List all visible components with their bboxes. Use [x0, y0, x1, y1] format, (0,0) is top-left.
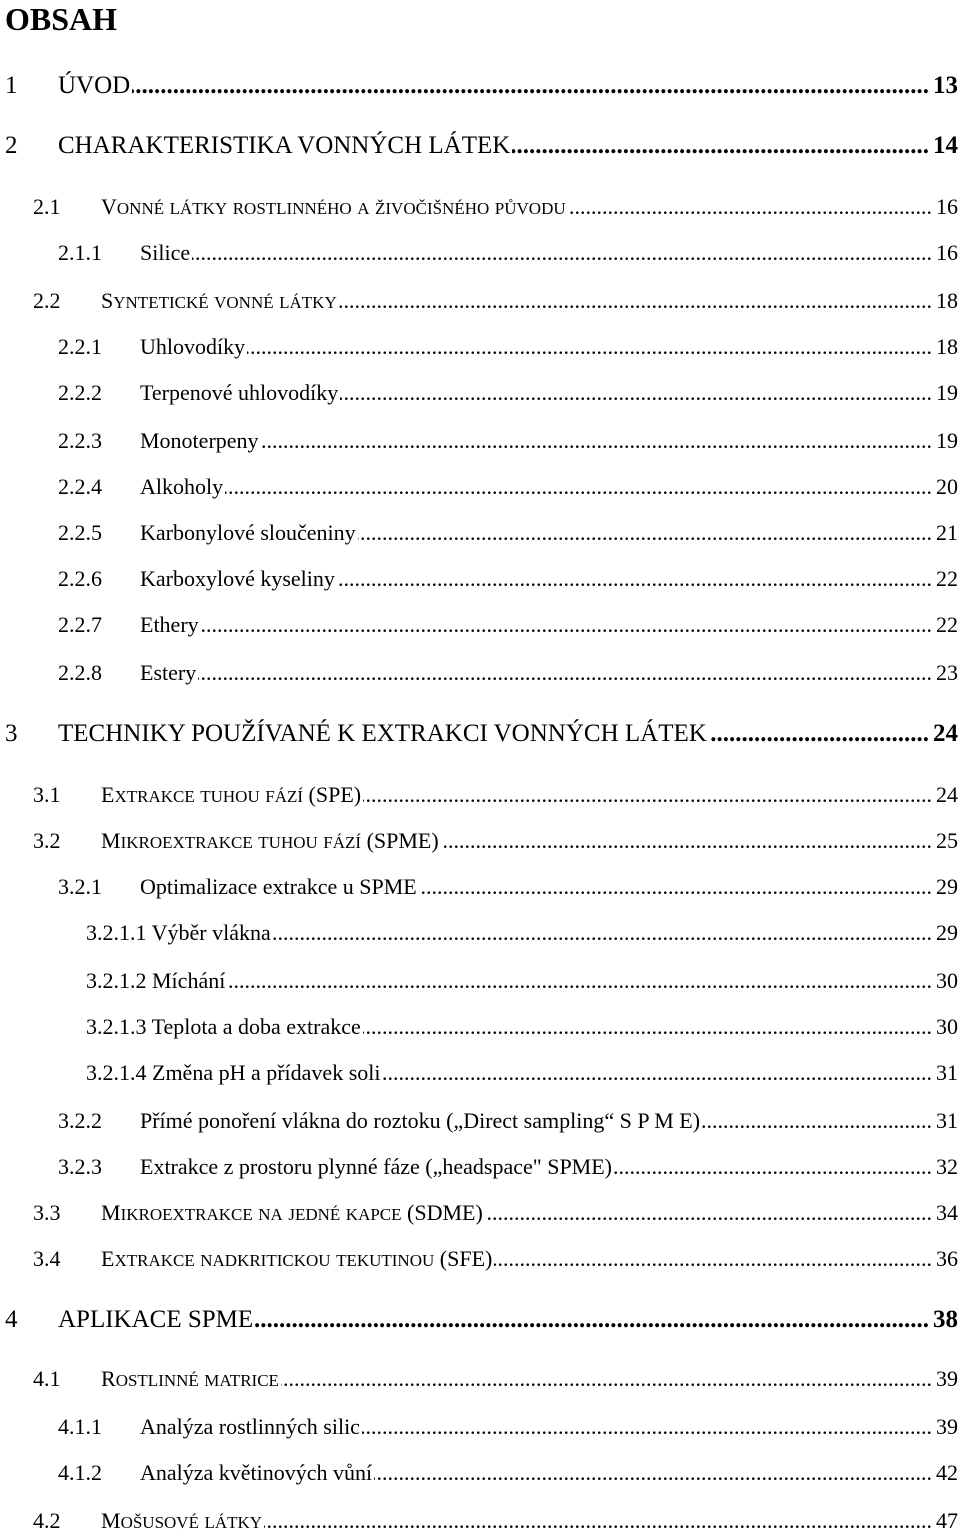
toc-entry-number: 2.2.2 — [58, 380, 102, 405]
toc-entry-title: Přímé ponoření vlákna do roztoku („Direct sampling“ S P M E) — [140, 1108, 701, 1133]
toc-entry-number: 3 — [5, 720, 18, 747]
toc-entry-page: 36 — [936, 1246, 958, 1271]
toc-entry-title: ÚVOD — [58, 72, 131, 99]
toc-entry-page: 39 — [936, 1366, 958, 1391]
toc-entry-title: Alkoholy — [140, 474, 224, 499]
toc-entry[interactable] — [0, 194, 960, 224]
toc-entry-title: Estery — [140, 660, 197, 685]
toc-entry[interactable] — [0, 474, 960, 504]
toc-entry-number: 2.2.8 — [58, 660, 102, 685]
toc-entry-title: ROSTLINNÉ MATRICE — [101, 1366, 279, 1391]
toc-entry-title: EXTRAKCE TUHOU FÁZÍ (SPE) — [101, 782, 362, 807]
toc-leader-dots — [512, 132, 929, 162]
toc-entry-page: 24 — [936, 782, 958, 807]
toc-entry[interactable] — [0, 520, 960, 550]
toc-entry-title: CHARAKTERISTIKA VONNÝCH LÁTEK — [58, 132, 511, 159]
toc-leader-dots — [363, 782, 932, 812]
toc-entry-number: 2.2.3 — [58, 428, 102, 453]
toc-leader-dots — [614, 1154, 932, 1184]
toc-leader-dots — [264, 1508, 932, 1538]
toc-entry-title: Monoterpeny — [140, 428, 259, 453]
toc-entry-number: 4.1 — [33, 1366, 61, 1391]
toc-entry[interactable] — [0, 1460, 960, 1490]
toc-leader-dots — [192, 240, 932, 270]
toc-entry[interactable] — [0, 1246, 960, 1276]
toc-entry-page: 18 — [936, 334, 958, 359]
toc-entry[interactable] — [0, 132, 960, 162]
toc-entry-number: 3.2.3 — [58, 1154, 102, 1179]
toc-entry-title: Analýza rostlinných silic — [140, 1414, 360, 1439]
toc-entry[interactable] — [0, 720, 960, 750]
toc-entry-number: 3.1 — [33, 782, 61, 807]
toc-entry-page: 30 — [936, 968, 958, 993]
toc-entry-number: 3.2 — [33, 828, 61, 853]
toc-entry-title: Terpenové uhlovodíky — [140, 380, 339, 405]
toc-entry[interactable] — [0, 1414, 960, 1444]
toc-entry-number: 2.2.4 — [58, 474, 102, 499]
toc-leader-dots — [709, 720, 929, 750]
toc-entry[interactable] — [0, 1366, 960, 1396]
toc-entry-page: 14 — [933, 132, 958, 159]
toc-entry-page: 34 — [936, 1200, 958, 1225]
toc-entry[interactable] — [0, 1014, 960, 1044]
toc-leader-dots — [702, 1108, 932, 1138]
toc-entry-number: 3.4 — [33, 1246, 61, 1271]
toc-entry-number: 2.2 — [33, 288, 61, 313]
toc-entry[interactable] — [0, 660, 960, 690]
toc-leader-dots — [281, 1366, 932, 1396]
toc-entry-title: Karbonylové sloučeniny — [140, 520, 356, 545]
toc-leader-dots — [273, 920, 932, 950]
toc-leader-dots — [132, 72, 929, 102]
toc-entry[interactable] — [0, 1154, 960, 1184]
toc-entry-title: Optimalizace extrakce u SPME — [140, 874, 417, 899]
toc-entry-number: 3.2.1.4 Změna pH a přídavek soli — [86, 1060, 381, 1085]
toc-entry-number: 3.2.1.3 Teplota a doba extrakce — [86, 1014, 361, 1039]
toc-entry-page: 23 — [936, 660, 958, 685]
toc-entry-number: 2 — [5, 132, 18, 159]
toc-leader-dots — [261, 428, 932, 458]
toc-entry-page: 22 — [936, 612, 958, 637]
toc-entry-number: 2.2.7 — [58, 612, 102, 637]
toc-leader-dots — [362, 1414, 932, 1444]
toc-entry[interactable] — [0, 828, 960, 858]
toc-entry[interactable] — [0, 1200, 960, 1230]
toc-entry-number: 2.1.1 — [58, 240, 102, 265]
toc-entry[interactable] — [0, 1060, 960, 1090]
toc-leader-dots — [227, 968, 932, 998]
toc-leader-dots — [198, 660, 932, 690]
toc-entry[interactable] — [0, 612, 960, 642]
toc-entry[interactable] — [0, 380, 960, 410]
toc-leader-dots — [201, 612, 932, 642]
toc-entry-page: 38 — [933, 1306, 958, 1333]
toc-entry-number: 3.2.1.2 Míchání — [86, 968, 226, 993]
toc-leader-dots — [419, 874, 932, 904]
toc-entry-page: 47 — [936, 1508, 958, 1533]
toc-entry-number: 3.2.1 — [58, 874, 102, 899]
toc-entry-title: Karboxylové kyseliny — [140, 566, 335, 591]
toc-entry-title: Analýza květinových vůní — [140, 1460, 373, 1485]
toc-entry-title: Extrakce z prostoru plynné fáze („headspace" SPME) — [140, 1154, 613, 1179]
toc-entry-page: 42 — [936, 1460, 958, 1485]
toc-entry-number: 3.3 — [33, 1200, 61, 1225]
toc-entry-title: VONNÉ LÁTKY ROSTLINNÉHO A ŽIVOČIŠNÉHO PŮVODU — [101, 194, 566, 219]
toc-entry-page: 32 — [936, 1154, 958, 1179]
toc-leader-dots — [225, 474, 932, 504]
toc-entry-page: 16 — [936, 194, 958, 219]
toc-entry-title: MIKROEXTRAKCE NA JEDNÉ KAPCE (SDME) — [101, 1200, 483, 1225]
toc-entry[interactable] — [0, 782, 960, 812]
toc-entry-number: 4.1.1 — [58, 1414, 102, 1439]
toc-entry-page: 16 — [936, 240, 958, 265]
toc-entry-page: 29 — [936, 920, 958, 945]
toc-entry-number: 4.1.2 — [58, 1460, 102, 1485]
toc-entry-page: 20 — [936, 474, 958, 499]
toc-leader-dots — [358, 520, 932, 550]
toc-entry-page: 29 — [936, 874, 958, 899]
toc-entry[interactable] — [0, 240, 960, 270]
toc-entry[interactable] — [0, 1306, 960, 1336]
toc-leader-dots — [485, 1200, 932, 1230]
toc-entry-page: 31 — [936, 1108, 958, 1133]
toc-entry-number: 2.2.5 — [58, 520, 102, 545]
toc-entry-title: SYNTETICKÉ VONNÉ LÁTKY — [101, 288, 337, 313]
toc-entry[interactable] — [0, 1508, 960, 1538]
toc-leader-dots — [374, 1460, 932, 1490]
toc-entry[interactable] — [0, 334, 960, 364]
toc-leader-dots — [363, 1014, 932, 1044]
toc-entry[interactable] — [0, 288, 960, 318]
toc-entry-page: 18 — [936, 288, 958, 313]
toc-entry-page: 31 — [936, 1060, 958, 1085]
page-title: OBSAH — [5, 1, 118, 37]
toc-entry-number: 3.2.2 — [58, 1108, 102, 1133]
toc-leader-dots — [568, 194, 932, 224]
toc-leader-dots — [441, 828, 932, 858]
toc-leader-dots — [339, 288, 932, 318]
toc-entry-number: 4.2 — [33, 1508, 61, 1533]
toc-entry-page: 21 — [936, 520, 958, 545]
toc-leader-dots — [337, 566, 932, 596]
toc-entry-page: 19 — [936, 380, 958, 405]
toc-entry[interactable] — [0, 428, 960, 458]
toc-entry-title: Silice — [140, 240, 191, 265]
toc-entry[interactable] — [0, 566, 960, 596]
toc-leader-dots — [383, 1060, 933, 1090]
toc-entry-title: EXTRAKCE NADKRITICKOU TEKUTINOU (SFE) — [101, 1246, 493, 1271]
toc-entry-number: 2.2.1 — [58, 334, 102, 359]
toc-entry-number: 4 — [5, 1306, 18, 1333]
toc-leader-dots — [494, 1246, 932, 1276]
toc-entry[interactable] — [0, 920, 960, 950]
toc-entry[interactable] — [0, 968, 960, 998]
toc-entry-number: 3.2.1.1 Výběr vlákna — [86, 920, 271, 945]
toc-leader-dots — [247, 334, 932, 364]
toc-entry-page: 19 — [936, 428, 958, 453]
toc-entry-number: 1 — [5, 72, 18, 99]
toc-entry[interactable] — [0, 72, 960, 102]
toc-entry-number: 2.2.6 — [58, 566, 102, 591]
toc-entry[interactable] — [0, 1108, 960, 1138]
toc-entry[interactable] — [0, 874, 960, 904]
toc-entry-page: 22 — [936, 566, 958, 591]
toc-entry-number: 2.1 — [33, 194, 61, 219]
toc-entry-page: 39 — [936, 1414, 958, 1439]
toc-entry-title: Uhlovodíky — [140, 334, 246, 359]
toc-entry-title: MOŠUSOVÉ LÁTKY — [101, 1508, 263, 1533]
toc-entry-page: 30 — [936, 1014, 958, 1039]
toc-leader-dots — [340, 380, 932, 410]
toc-entry-title: Ethery — [140, 612, 199, 637]
toc-entry-title: APLIKACE SPME — [58, 1306, 254, 1333]
toc-entry-page: 25 — [936, 828, 958, 853]
toc-entry-title: MIKROEXTRAKCE TUHOU FÁZÍ (SPME) — [101, 828, 439, 853]
toc-entry-title: TECHNIKY POUŽÍVANÉ K EXTRAKCI VONNÝCH LÁTEK — [58, 720, 707, 747]
toc-entry-page: 13 — [933, 72, 958, 99]
toc-entry-page: 24 — [933, 720, 958, 747]
toc-leader-dots — [255, 1306, 929, 1336]
